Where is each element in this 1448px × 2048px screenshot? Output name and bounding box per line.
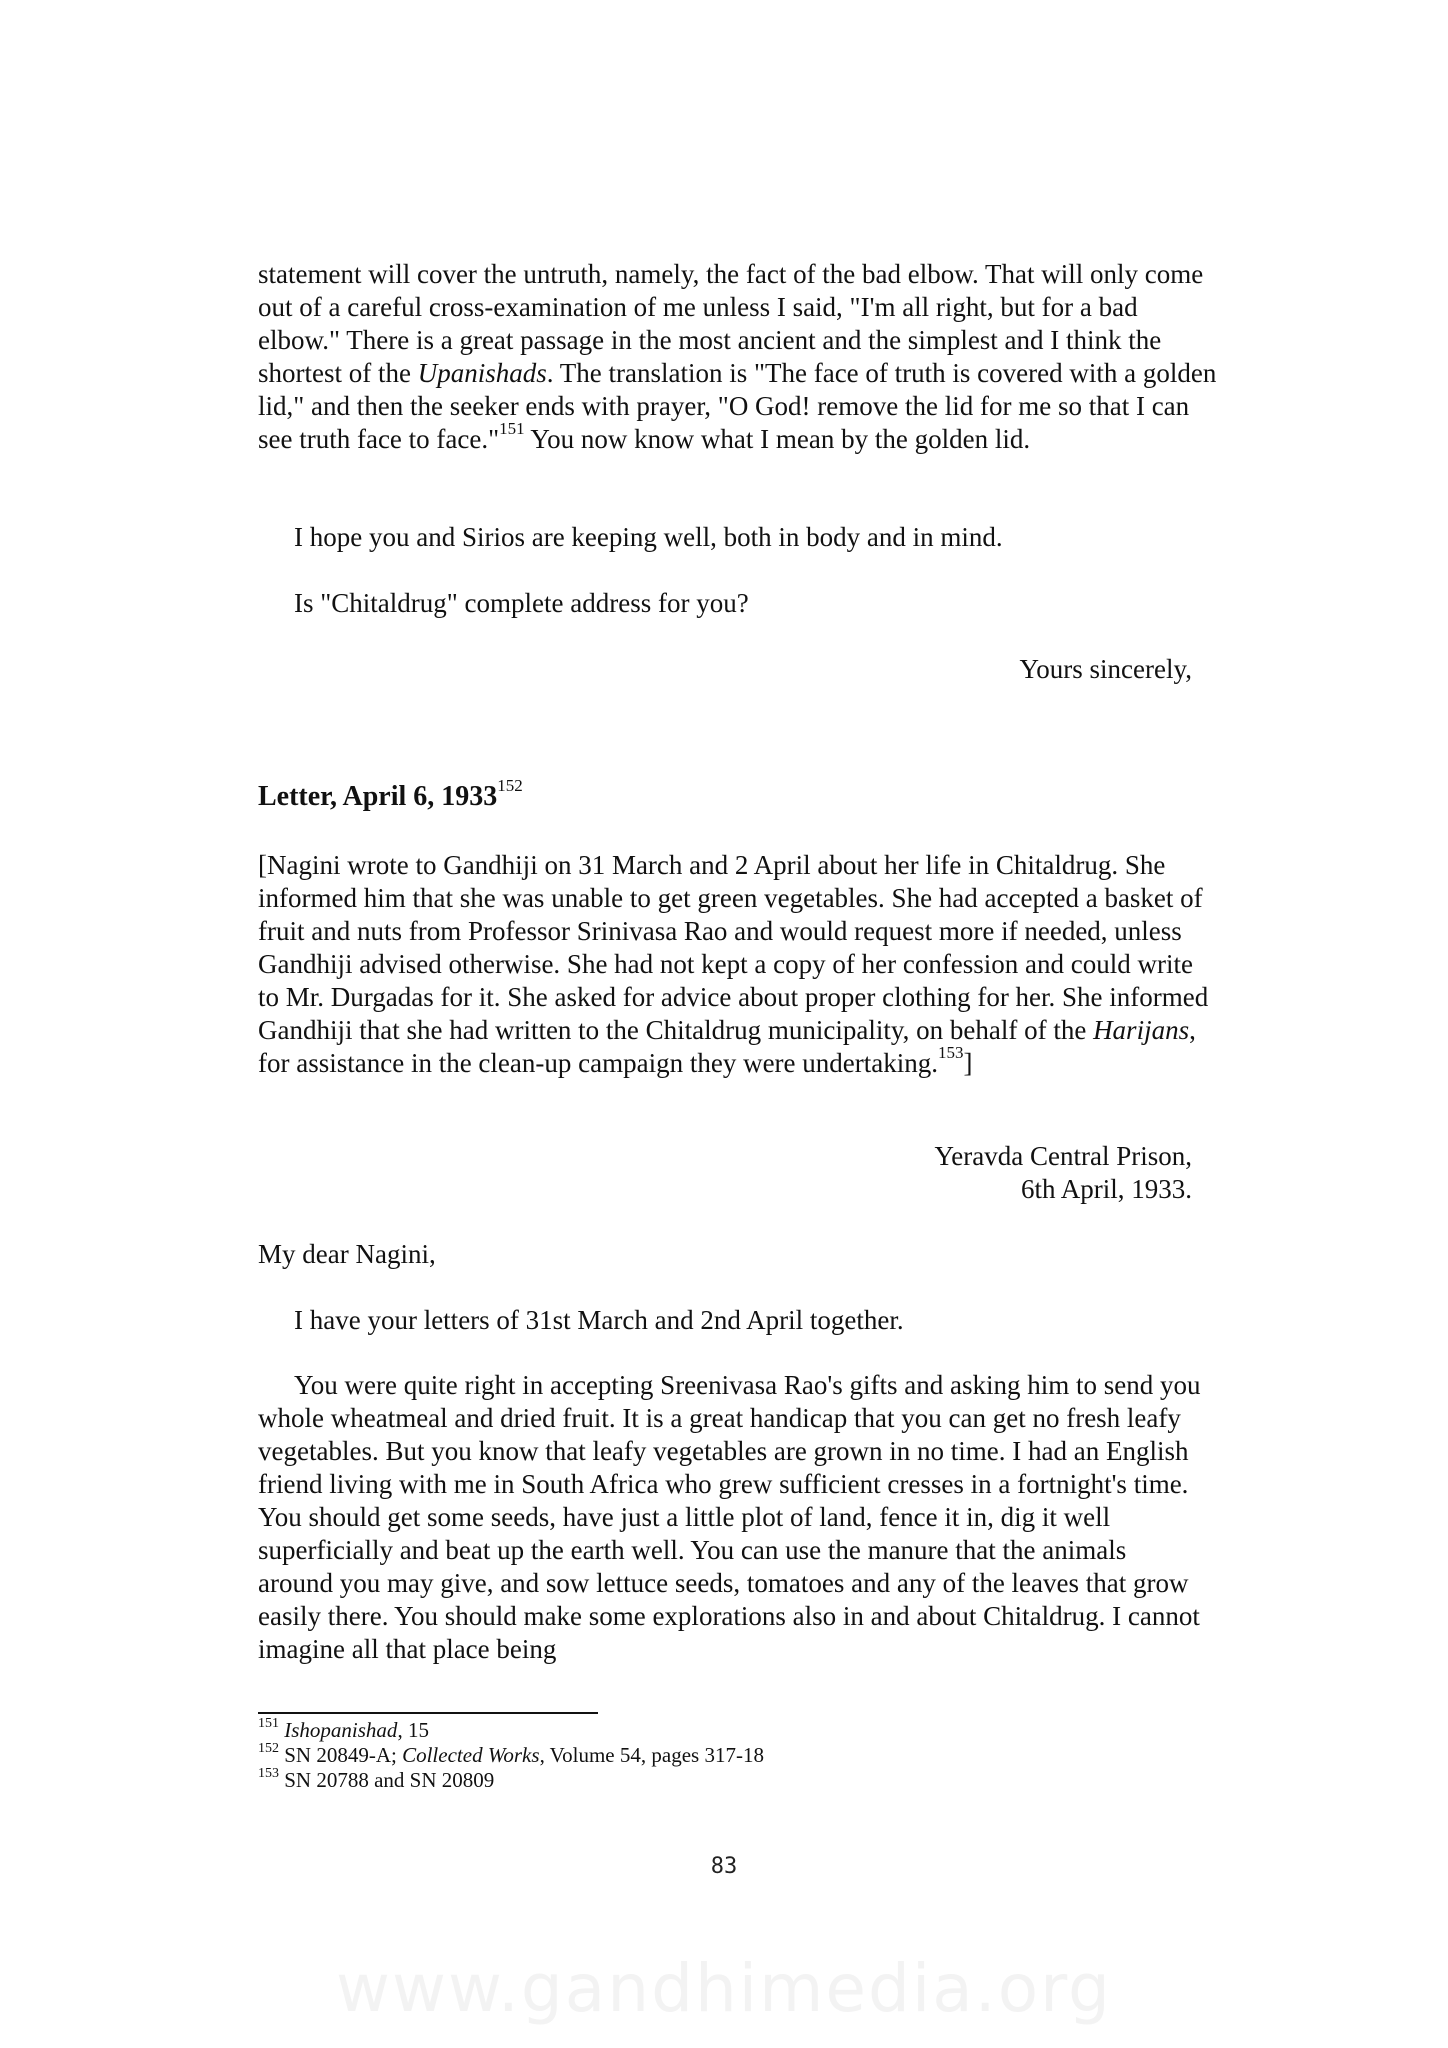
text-segment: You now know what I mean by the golden lid. [524, 424, 1031, 454]
paragraph-wellbeing: I hope you and Sirios are keeping well, both in body and in mind. [294, 522, 1003, 552]
footnote-item [258, 1743, 1158, 1768]
paragraph-letters-received: I have your letters of 31st March and 2nd April together. [294, 1305, 904, 1335]
footnote-number: 153 [258, 1766, 279, 1781]
text-segment: . The translation is "The face of truth is covered with a golden lid," and then the seeker ends with prayer, "O God! remove the lid for me so that I can see truth face to face." [258, 358, 1217, 454]
closing-signoff: Yours sincerely, [1019, 654, 1192, 684]
footnote-item [258, 1718, 1158, 1743]
text-segment: ] [963, 1048, 973, 1078]
footnote-text: SN 20788 and SN 20809 [284, 1768, 495, 1792]
sender-address [258, 1140, 1192, 1206]
paragraph-address-question: Is "Chitaldrug" complete address for you? [294, 588, 749, 618]
address-line: Yeravda Central Prison, [934, 1141, 1192, 1171]
footnote-text: , Volume 54, pages 317-18 [539, 1743, 764, 1767]
paragraph-golden-lid [258, 258, 1218, 456]
footnote-italic: Ishopanishad [284, 1718, 398, 1742]
page-number: 83 [710, 1854, 738, 1879]
footnote-item [258, 1768, 1158, 1793]
footnote-ref[interactable]: 152 [497, 775, 523, 795]
text-segment: , for assistance in the clean-up campaign they were undertaking. [258, 1015, 1196, 1078]
footnote-ref[interactable]: 151 [499, 419, 525, 438]
footnote-number: 151 [258, 1716, 279, 1731]
watermark: www.gandhimedia.org [336, 1950, 1112, 2027]
footnote-ref[interactable]: 153 [937, 1043, 964, 1062]
letter-heading [258, 775, 1218, 813]
paragraph-vegetables-advice: You were quite right in accepting Sreenivasa Rao's gifts and asking him to send you whole wheatmeal and dried fruit. It is a great handicap that you can get no fresh leafy vegetables. But you know that leafy vegetables are grown in no time. I had an English friend living with me in South Africa who grew sufficient cresses in a fortnight's time. You should get some seeds, have just a little plot of land, fence it in, dig it well superficially and beat up the earth well. You can use the manure that the animals around you may give, and sow lettuce seeds, tomatoes and any of the leaves that grow easily there. You should make some explorations also in and about Chitaldrug. I cannot imagine all that place being [258, 1370, 1201, 1664]
letter-summary [258, 849, 1218, 1080]
footnote-divider [258, 1712, 598, 1714]
salutation: My dear Nagini, [258, 1239, 436, 1269]
text-segment: [Nagini wrote to Gandhiji on 31 March and 2 April about her life in Chitaldrug. She informed him that she was unable to get green vegetables. She had accepted a basket of fruit and nuts from Professor Srinivasa Rao and would request more if needed, unless Gandhiji advised otherwise. She had not kept a copy of her confession and could write to Mr. Durgadas for it. She asked for advice about proper clothing for her. She informed Gandhiji that she had written to the Chitaldrug municipality, on behalf of the [258, 850, 1209, 1045]
footnote-text: SN 20849-A; [284, 1743, 403, 1767]
italic-term: Harijans [1093, 1015, 1190, 1045]
heading-text: Letter, April 6, 1933 [258, 781, 498, 812]
letter-date: 6th April, 1933. [1020, 1174, 1192, 1204]
text-segment: statement will cover the untruth, namely, the fact of the bad elbow. That will only come out of a careful cross-examination of me unless I said, "I'm all right, but for a bad elbow." There is a great passage in the most ancient and the simplest and I think the shortest of the [258, 259, 1204, 388]
footnote-text: , 15 [397, 1718, 429, 1742]
footnotes [258, 1718, 1158, 1793]
footnote-number: 152 [258, 1741, 279, 1756]
italic-term: Upanishads [417, 358, 547, 388]
footnote-italic: Collected Works [402, 1743, 540, 1767]
